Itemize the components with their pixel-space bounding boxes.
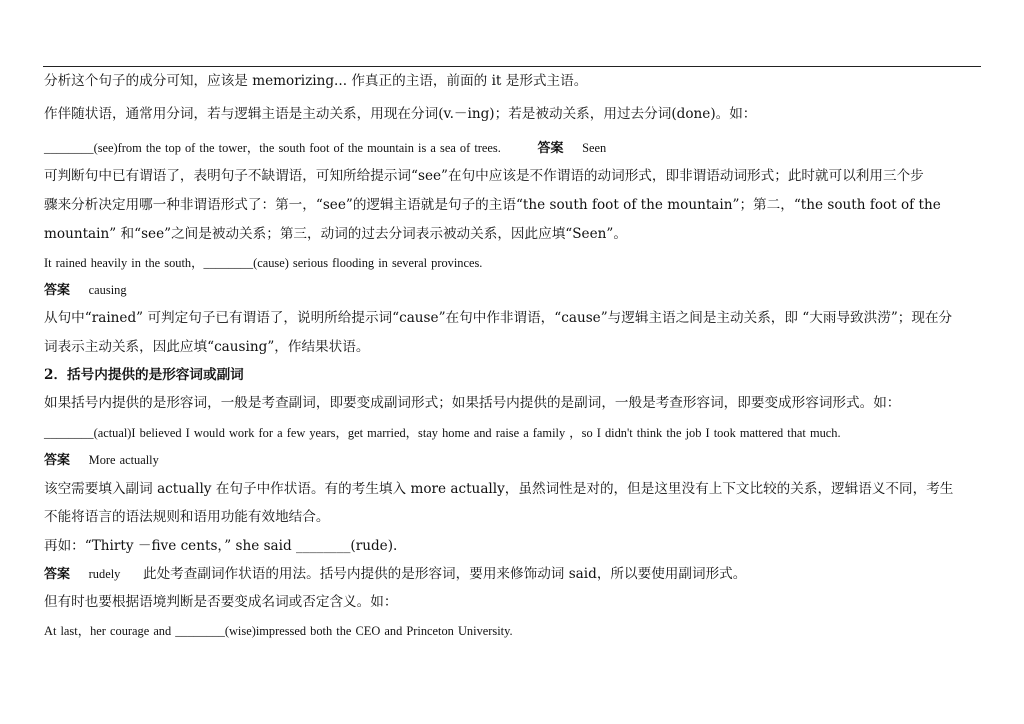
answer-value: rudely <box>88 567 121 581</box>
example-line-rude: 再如：“Thirty －five cents，” she said ________(rude). <box>44 538 398 554</box>
text-line-19: 但有时也要根据语境判断是否要变成名词或否定含义。如： <box>44 594 398 610</box>
section-heading: 2．括号内提供的是形容词或副词 <box>44 367 244 383</box>
text-line-6: mountain” 和“see”之间是被动关系；第三，动词的过去分词表示被动关系，因此应填“Seen”。 <box>44 226 627 242</box>
answer-line-more-actually <box>44 451 159 470</box>
example-sentence: ________(see)from the top of the tower，the south foot of the mountain is a sea of trees. <box>44 141 501 155</box>
answer-line-causing <box>44 281 127 300</box>
text-line-1: 分析这个句子的成分可知，应该是 memorizing... 作真正的主语，前面的 it 是形式主语。 <box>44 73 588 89</box>
text-line-4: 可判断句中已有谓语了，表明句子不缺谓语，可知所给提示词“see”在句中应该是不作谓语的动词形式，即非谓语动词形式；此时就可以利用三个步 <box>44 168 924 184</box>
example-line-see <box>44 139 606 158</box>
text-line-16: 不能将语言的语法规则和语用功能有效地结合。 <box>44 509 330 525</box>
text-line-15: 该空需要填入副词 actually 在句子中作状语。有的考生填入 more actually，虽然词性是对的，但是这里没有上下文比较的关系，逻辑语义不同，考生 <box>44 481 954 497</box>
text-line-12: 如果括号内提供的是形容词，一般是考查副词，即要变成副词形式；如果括号内提供的是副词，一般是考查形容词，即要变成形容词形式。如： <box>44 395 901 411</box>
example-line-actual: ________(actual)I believed I would work for a few years，get married，stay home and raise a family ，so I didn't think the job I took mattered that much. <box>44 426 841 440</box>
example-line-cause: It rained heavily in the south，________(cause) serious flooding in several provinces. <box>44 256 483 270</box>
text-line-10: 词表示主动关系，因此应填“causing”，作结果状语。 <box>44 339 370 355</box>
answer-explanation: 此处考查副词作状语的用法。括号内提供的是形容词，要用来修饰动词 said，所以要使用副词形式。 <box>142 566 747 582</box>
answer-label: 答案 <box>44 453 71 468</box>
answer-line-rudely <box>44 565 746 584</box>
example-line-wise: At last，her courage and ________(wise)impressed both the CEO and Princeton University. <box>44 624 513 638</box>
answer-value: Seen <box>582 141 607 155</box>
text-line-9: 从句中“rained” 可判定句子已有谓语了，说明所给提示词“cause”在句中作非谓语，“cause”与逻辑主语之间是主动关系，即 “大雨导致洪涝”；现在分 <box>44 310 953 326</box>
text-line-5: 骤来分析决定用哪一种非谓语形式了：第一，“see”的逻辑主语就是句子的主语“the south foot of the mountain”；第二，“the south foot of the <box>44 197 941 213</box>
answer-label: 答案 <box>537 141 564 156</box>
answer-value: causing <box>88 283 127 297</box>
answer-value: More actually <box>88 453 159 467</box>
header-rule <box>43 66 981 67</box>
answer-label: 答案 <box>44 567 71 582</box>
text-line-2: 作伴随状语，通常用分词，若与逻辑主语是主动关系，用现在分词(v.－ing)；若是被动关系，用过去分词(done)。如： <box>44 106 757 122</box>
answer-label: 答案 <box>44 283 71 298</box>
